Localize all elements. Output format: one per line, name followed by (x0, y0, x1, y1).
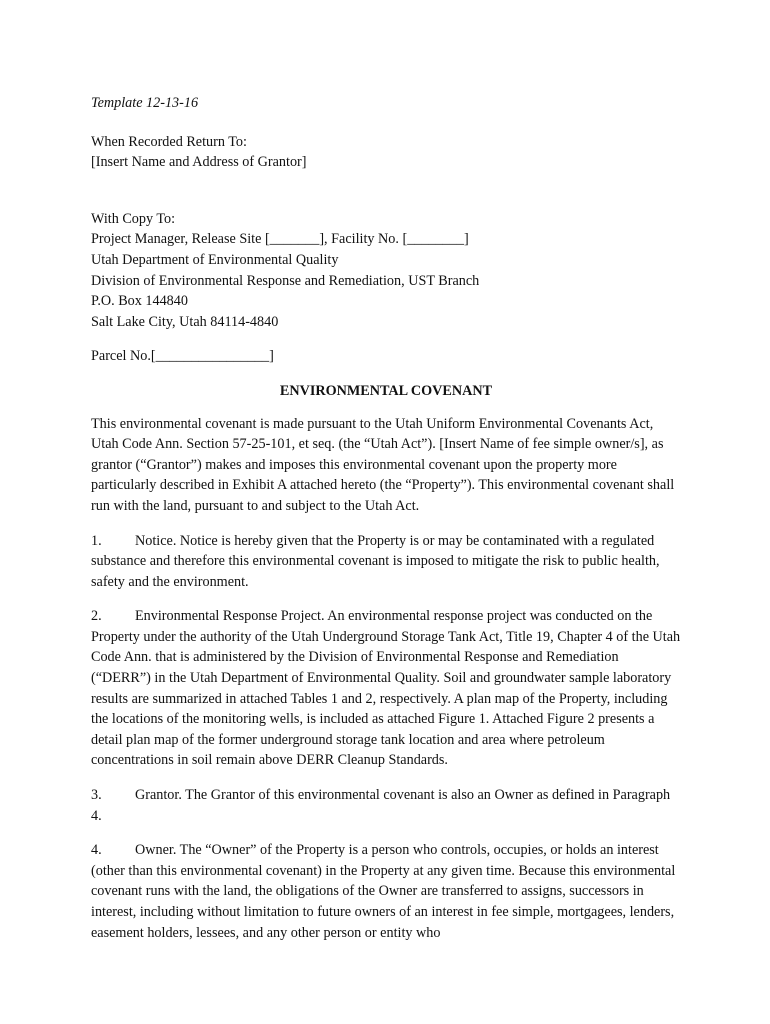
section-text: Environmental Response Project. An environmental response project was conducted on the Property under the authority of the Utah Underground Storage Tank Act, Title 19, Chapter 4 of the Utah Code Ann. that is administered by the Division of Environmental Response and Remediation (“DERR”) in the Utah Department of Environmental Quality. Soil and groundwater sample laboratory results are summarized in attached Tables 1 and 2, respectively. A plan map of the Property, including the locations of the monitoring wells, is included as attached Figure 1. Attached Figure 2 presents a detail plan map of the former underground storage tank location and area where petroleum concentrations in soil remain above DERR Cleanup Standards. (91, 608, 681, 769)
intro-paragraph: This environmental covenant is made pursuant to the Utah Uniform Environmental Covenants Act, Utah Code Ann. Section 57-25-101, et seq. (the “Utah Act”). [Insert Name of fee simple owner/s], as grantor (“Grantor”) makes and imposes this environmental covenant upon the property more particularly described in Exhibit A attached hereto (the “Property”). This environmental covenant shall run with the land, pursuant to and subject to the Utah Act. (91, 415, 675, 514)
section-number: 3. (91, 787, 102, 804)
section-text: Owner. The “Owner” of the Property is a person who controls, occupies, or holds an interest (other than this environmental covenant) in the Property at any given time. Because this environmental covenant runs with the land, the obligations of the Owner are transferred to assigns, successors in interest, including without limitation to future owners of an interest in fee simple, mortgagees, lenders, easement holders, lessees, and any other person or entity who (91, 842, 676, 941)
copy-to-line: Utah Department of Environmental Quality (91, 251, 339, 268)
section-grantor (91, 785, 681, 826)
section-number: 2. (91, 608, 102, 625)
section-owner (91, 840, 681, 943)
copy-to-line: Division of Environmental Response and Remediation, UST Branch (91, 272, 480, 289)
section-text: Notice. Notice is hereby given that the Property is or may be contaminated with a regulated substance and therefore this environmental covenant is imposed to mitigate the risk to public health, safety and the environment. (91, 532, 660, 590)
section-response-project (91, 606, 681, 771)
section-number: 4. (91, 842, 102, 859)
copy-to-label: With Copy To: (91, 210, 176, 227)
document-page (91, 93, 681, 957)
copy-to-line: P.O. Box 144840 (91, 293, 188, 310)
recorded-return-value: [Insert Name and Address of Grantor] (91, 154, 307, 171)
copy-to-line: Project Manager, Release Site [_______], Facility No. [________] (91, 231, 469, 248)
recorded-return-label: When Recorded Return To: (91, 133, 247, 150)
copy-to-line: Salt Lake City, Utah 84114-4840 (91, 313, 279, 330)
document-title: ENVIRONMENTAL COVENANT (279, 382, 493, 399)
template-date-line: Template 12-13-16 (91, 95, 199, 111)
section-text: Grantor. The Grantor of this environmental covenant is also an Owner as defined in Paragraph 4. (91, 787, 671, 824)
section-number: 1. (91, 532, 102, 549)
section-notice (91, 531, 681, 593)
parcel-number-line: Parcel No.[________________] (91, 348, 274, 365)
